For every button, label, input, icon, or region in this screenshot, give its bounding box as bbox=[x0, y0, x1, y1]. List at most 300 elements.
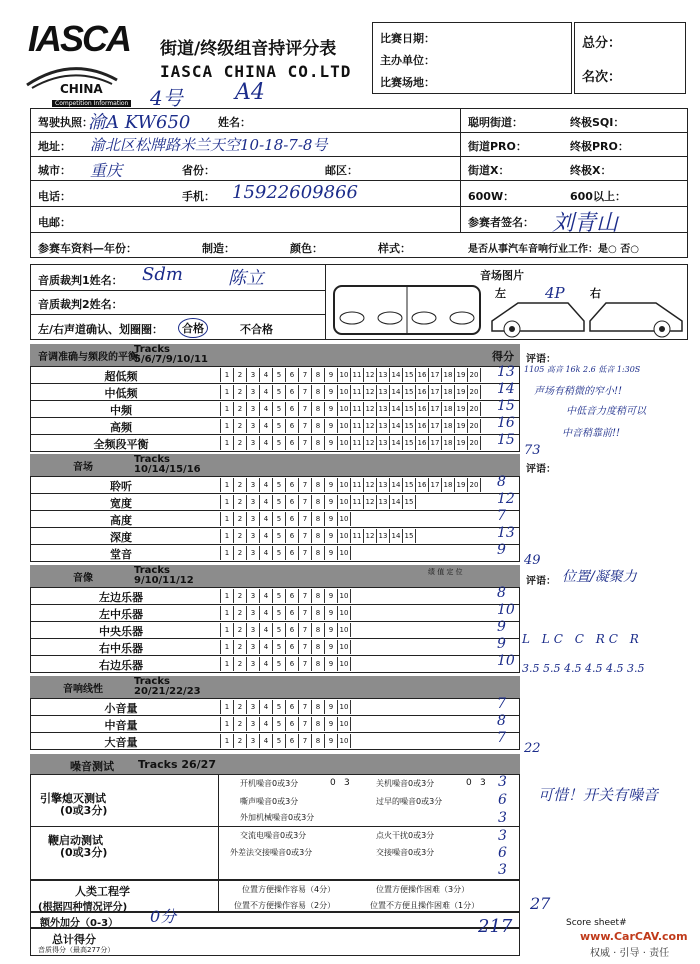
scale-option[interactable]: 1 bbox=[221, 385, 234, 399]
row-label: 超低频 bbox=[104, 370, 138, 383]
scale-option[interactable]: 3 bbox=[247, 436, 260, 450]
scale-option[interactable]: 10 bbox=[338, 640, 351, 654]
score-scale[interactable] bbox=[220, 368, 481, 382]
score-scale[interactable] bbox=[220, 385, 481, 399]
scale-option[interactable]: 8 bbox=[312, 495, 325, 509]
scale-option[interactable]: 10 bbox=[338, 589, 351, 603]
scale-option[interactable]: 2 bbox=[234, 623, 247, 637]
scale-option[interactable]: 9 bbox=[325, 368, 338, 382]
scale-option[interactable]: 2 bbox=[234, 546, 247, 560]
scale-option[interactable]: 1 bbox=[221, 529, 234, 543]
scale-option[interactable]: 6 bbox=[286, 623, 299, 637]
scale-option[interactable]: 16 bbox=[416, 385, 429, 399]
scale-option[interactable]: 14 bbox=[390, 385, 403, 399]
scale-option[interactable]: 10 bbox=[338, 368, 351, 382]
scale-option[interactable]: 19 bbox=[455, 402, 468, 416]
scale-option[interactable]: 12 bbox=[364, 419, 377, 433]
score-scale[interactable] bbox=[220, 546, 351, 560]
scale-option[interactable]: 1 bbox=[221, 734, 234, 748]
scale-option[interactable]: 12 bbox=[364, 436, 377, 450]
scale-option[interactable]: 8 bbox=[312, 385, 325, 399]
scale-option[interactable]: 11 bbox=[351, 419, 364, 433]
score-scale[interactable] bbox=[220, 419, 481, 433]
scale-option[interactable]: 11 bbox=[351, 385, 364, 399]
score-scale[interactable] bbox=[220, 402, 481, 416]
comment-2: 声场有稍微的窄小!! bbox=[534, 386, 623, 397]
scale-option[interactable]: 4 bbox=[260, 478, 273, 492]
scale-option[interactable]: 9 bbox=[325, 606, 338, 620]
scale-option[interactable]: 6 bbox=[286, 717, 299, 731]
scale-option[interactable]: 6 bbox=[286, 606, 299, 620]
scale-option[interactable]: 7 bbox=[299, 478, 312, 492]
scale-option[interactable]: 1 bbox=[221, 717, 234, 731]
scale-option[interactable]: 5 bbox=[273, 436, 286, 450]
scale-option[interactable]: 3 bbox=[247, 657, 260, 671]
scale-option[interactable]: 5 bbox=[273, 700, 286, 714]
scale-option[interactable]: 11 bbox=[351, 402, 364, 416]
scale-option[interactable]: 8 bbox=[312, 623, 325, 637]
scale-option[interactable]: 8 bbox=[312, 717, 325, 731]
scale-option[interactable]: 4 bbox=[260, 529, 273, 543]
scale-option[interactable]: 19 bbox=[455, 419, 468, 433]
scale-option[interactable]: 9 bbox=[325, 734, 338, 748]
noise-opt0-a[interactable]: 0 bbox=[330, 778, 336, 788]
scale-option[interactable]: 5 bbox=[273, 495, 286, 509]
scale-option[interactable]: 13 bbox=[377, 495, 390, 509]
scale-option[interactable]: 5 bbox=[273, 512, 286, 526]
scale-option[interactable]: 6 bbox=[286, 546, 299, 560]
scale-option[interactable]: 16 bbox=[416, 419, 429, 433]
scale-option[interactable]: 5 bbox=[273, 546, 286, 560]
scale-option[interactable]: 5 bbox=[273, 368, 286, 382]
row-score: 15 bbox=[497, 398, 515, 414]
scale-option[interactable]: 3 bbox=[247, 529, 260, 543]
logo-china-text: CHINA bbox=[60, 82, 103, 96]
scale-option[interactable]: 6 bbox=[286, 495, 299, 509]
scale-option[interactable]: 8 bbox=[312, 419, 325, 433]
scale-option[interactable]: 13 bbox=[377, 436, 390, 450]
scale-option[interactable]: 1 bbox=[221, 512, 234, 526]
scale-option[interactable]: 4 bbox=[260, 385, 273, 399]
scale-option[interactable]: 5 bbox=[273, 606, 286, 620]
scale-option[interactable]: 1 bbox=[221, 478, 234, 492]
scale-option[interactable]: 13 bbox=[377, 385, 390, 399]
scale-option[interactable]: 6 bbox=[286, 478, 299, 492]
score-scale[interactable] bbox=[220, 734, 351, 748]
scale-option[interactable]: 4 bbox=[260, 657, 273, 671]
scale-option[interactable]: 3 bbox=[247, 717, 260, 731]
scale-option[interactable]: 2 bbox=[234, 529, 247, 543]
scale-option[interactable]: 8 bbox=[312, 546, 325, 560]
row-label: 中低频 bbox=[104, 387, 138, 400]
scale-option[interactable]: 7 bbox=[299, 402, 312, 416]
scale-option[interactable]: 9 bbox=[325, 546, 338, 560]
scale-option[interactable]: 2 bbox=[234, 512, 247, 526]
scale-option[interactable]: 8 bbox=[312, 402, 325, 416]
scale-option[interactable]: 6 bbox=[286, 529, 299, 543]
row-score: 9 bbox=[497, 636, 506, 652]
judge1-value: Sdm bbox=[142, 264, 183, 285]
scale-option[interactable]: 7 bbox=[299, 623, 312, 637]
scale-option[interactable]: 18 bbox=[442, 368, 455, 382]
scale-option[interactable]: 8 bbox=[312, 478, 325, 492]
scale-option[interactable]: 9 bbox=[325, 419, 338, 433]
scale-option[interactable]: 4 bbox=[260, 495, 273, 509]
scale-option[interactable]: 11 bbox=[351, 368, 364, 382]
scale-option[interactable]: 3 bbox=[247, 478, 260, 492]
scale-option[interactable]: 6 bbox=[286, 368, 299, 382]
scale-option[interactable]: 18 bbox=[442, 436, 455, 450]
scale-option[interactable]: 8 bbox=[312, 512, 325, 526]
scale-option[interactable]: 3 bbox=[247, 700, 260, 714]
scale-option[interactable]: 20 bbox=[468, 385, 481, 399]
scale-option[interactable]: 12 bbox=[364, 368, 377, 382]
scale-option[interactable]: 8 bbox=[312, 700, 325, 714]
section-title: 音响线性 bbox=[63, 684, 103, 695]
scale-option[interactable]: 1 bbox=[221, 623, 234, 637]
row-score: 8 bbox=[497, 474, 506, 490]
scale-option[interactable]: 6 bbox=[286, 640, 299, 654]
pass-option[interactable]: 合格 bbox=[178, 318, 208, 338]
score-scale[interactable] bbox=[220, 657, 351, 671]
scale-option[interactable]: 2 bbox=[234, 717, 247, 731]
scale-option[interactable]: 7 bbox=[299, 640, 312, 654]
scale-option[interactable]: 5 bbox=[273, 623, 286, 637]
scale-option[interactable]: 2 bbox=[234, 589, 247, 603]
scale-option[interactable]: 11 bbox=[351, 436, 364, 450]
scale-option[interactable]: 7 bbox=[299, 529, 312, 543]
scale-option[interactable]: 9 bbox=[325, 623, 338, 637]
scale-option[interactable]: 5 bbox=[273, 640, 286, 654]
scale-option[interactable]: 9 bbox=[325, 529, 338, 543]
scale-option[interactable]: 1 bbox=[221, 419, 234, 433]
scale-option[interactable]: 14 bbox=[390, 368, 403, 382]
watermark-sub: 权威 · 引导 · 责任 bbox=[590, 948, 670, 959]
engine-label: 引擎熄灭测试 bbox=[40, 792, 106, 805]
scale-option[interactable]: 14 bbox=[390, 478, 403, 492]
scale-option[interactable]: 3 bbox=[247, 623, 260, 637]
scale-option[interactable]: 3 bbox=[247, 402, 260, 416]
ergo-sub: (根据四种情况评分) bbox=[38, 902, 128, 913]
scale-option[interactable]: 7 bbox=[299, 385, 312, 399]
scale-option[interactable]: 10 bbox=[338, 402, 351, 416]
scale-option[interactable]: 9 bbox=[325, 700, 338, 714]
scale-option[interactable]: 3 bbox=[247, 368, 260, 382]
scale-option[interactable]: 7 bbox=[299, 419, 312, 433]
scale-option[interactable]: 8 bbox=[312, 436, 325, 450]
phone-label: 电话： bbox=[38, 190, 71, 203]
scale-option[interactable]: 9 bbox=[325, 717, 338, 731]
scale-option[interactable]: 9 bbox=[325, 478, 338, 492]
noise-opt0-b[interactable]: 0 bbox=[466, 778, 472, 788]
scale-option[interactable]: 9 bbox=[325, 512, 338, 526]
scale-option[interactable]: 16 bbox=[416, 478, 429, 492]
scale-option[interactable]: 4 bbox=[260, 623, 273, 637]
scale-option[interactable]: 18 bbox=[442, 419, 455, 433]
scale-option[interactable]: 19 bbox=[455, 436, 468, 450]
scale-option[interactable]: 15 bbox=[403, 478, 416, 492]
score-scale[interactable] bbox=[220, 495, 416, 509]
scale-option[interactable]: 7 bbox=[299, 606, 312, 620]
score-scale[interactable] bbox=[220, 717, 351, 731]
scale-option[interactable]: 19 bbox=[455, 368, 468, 382]
scale-option[interactable]: 1 bbox=[221, 368, 234, 382]
scale-option[interactable]: 15 bbox=[403, 529, 416, 543]
scale-option[interactable]: 4 bbox=[260, 589, 273, 603]
row-score: 12 bbox=[497, 491, 515, 507]
scale-option[interactable]: 8 bbox=[312, 606, 325, 620]
scale-option[interactable]: 4 bbox=[260, 436, 273, 450]
scale-option[interactable]: 2 bbox=[234, 436, 247, 450]
scale-option[interactable]: 20 bbox=[468, 478, 481, 492]
score-scale[interactable] bbox=[220, 529, 416, 543]
score-scale[interactable] bbox=[220, 606, 351, 620]
scale-option[interactable]: 7 bbox=[299, 495, 312, 509]
scale-option[interactable]: 10 bbox=[338, 606, 351, 620]
scale-option[interactable]: 6 bbox=[286, 436, 299, 450]
scale-option[interactable]: 14 bbox=[390, 402, 403, 416]
scale-option[interactable]: 9 bbox=[325, 436, 338, 450]
scale-option[interactable]: 11 bbox=[351, 495, 364, 509]
scale-option[interactable]: 3 bbox=[247, 606, 260, 620]
row-score: 10 bbox=[497, 653, 515, 669]
scale-option[interactable]: 4 bbox=[260, 700, 273, 714]
scale-option[interactable]: 1 bbox=[221, 640, 234, 654]
scale-option[interactable]: 2 bbox=[234, 478, 247, 492]
scale-option[interactable]: 2 bbox=[234, 657, 247, 671]
scale-option[interactable]: 19 bbox=[455, 478, 468, 492]
score-scale[interactable] bbox=[220, 478, 481, 492]
scale-option[interactable]: 13 bbox=[377, 478, 390, 492]
license-label: 驾驶执照： bbox=[38, 116, 93, 129]
scale-option[interactable]: 8 bbox=[312, 657, 325, 671]
scale-option[interactable]: 8 bbox=[312, 368, 325, 382]
scale-option[interactable]: 1 bbox=[221, 402, 234, 416]
scale-option[interactable]: 2 bbox=[234, 700, 247, 714]
score-scale[interactable] bbox=[220, 700, 351, 714]
scale-option[interactable]: 12 bbox=[364, 402, 377, 416]
scale-option[interactable]: 15 bbox=[403, 385, 416, 399]
scale-option[interactable]: 4 bbox=[260, 402, 273, 416]
scale-option[interactable]: 17 bbox=[429, 436, 442, 450]
scale-option[interactable]: 10 bbox=[338, 546, 351, 560]
scale-option[interactable]: 6 bbox=[286, 512, 299, 526]
scale-option[interactable]: 4 bbox=[260, 368, 273, 382]
scale-option[interactable]: 14 bbox=[390, 436, 403, 450]
scale-option[interactable]: 15 bbox=[403, 436, 416, 450]
scale-option[interactable]: 7 bbox=[299, 700, 312, 714]
scale-option[interactable]: 15 bbox=[403, 402, 416, 416]
scale-option[interactable]: 13 bbox=[377, 368, 390, 382]
scale-option[interactable]: 10 bbox=[338, 734, 351, 748]
scale-option[interactable]: 1 bbox=[221, 589, 234, 603]
scale-option[interactable]: 5 bbox=[273, 402, 286, 416]
venue-pic-label: 音场图片 bbox=[480, 269, 524, 282]
total-score-sub: 音质得分（最高277分） bbox=[38, 946, 115, 954]
scale-option[interactable]: 3 bbox=[247, 546, 260, 560]
scale-option[interactable]: 15 bbox=[403, 368, 416, 382]
scale-option[interactable]: 5 bbox=[273, 734, 286, 748]
noise-opt3-b[interactable]: 3 bbox=[480, 778, 486, 788]
scale-option[interactable]: 2 bbox=[234, 385, 247, 399]
section-title: 音场 bbox=[73, 462, 93, 473]
scale-option[interactable]: 2 bbox=[234, 606, 247, 620]
scale-option[interactable]: 4 bbox=[260, 606, 273, 620]
scale-option[interactable]: 20 bbox=[468, 419, 481, 433]
scale-option[interactable]: 18 bbox=[442, 478, 455, 492]
scale-option[interactable]: 10 bbox=[338, 436, 351, 450]
scale-option[interactable]: 5 bbox=[273, 419, 286, 433]
scale-option[interactable]: 14 bbox=[390, 495, 403, 509]
scale-option[interactable]: 9 bbox=[325, 589, 338, 603]
scale-option[interactable]: 3 bbox=[247, 512, 260, 526]
scale-option[interactable]: 17 bbox=[429, 368, 442, 382]
scale-option[interactable]: 12 bbox=[364, 529, 377, 543]
scale-option[interactable]: 18 bbox=[442, 402, 455, 416]
fail-option[interactable]: 不合格 bbox=[240, 323, 273, 336]
scale-option[interactable]: 5 bbox=[273, 717, 286, 731]
scale-option[interactable]: 10 bbox=[338, 495, 351, 509]
scale-option[interactable]: 10 bbox=[338, 657, 351, 671]
scale-option[interactable]: 4 bbox=[260, 734, 273, 748]
scale-option[interactable]: 14 bbox=[390, 419, 403, 433]
scale-option[interactable]: 17 bbox=[429, 385, 442, 399]
scale-option[interactable]: 4 bbox=[260, 546, 273, 560]
scale-option[interactable]: 5 bbox=[273, 589, 286, 603]
scale-option[interactable]: 9 bbox=[325, 402, 338, 416]
scale-option[interactable]: 15 bbox=[403, 495, 416, 509]
scale-option[interactable]: 7 bbox=[299, 657, 312, 671]
scale-option[interactable]: 6 bbox=[286, 385, 299, 399]
scale-option[interactable]: 2 bbox=[234, 419, 247, 433]
scale-option[interactable]: 19 bbox=[455, 385, 468, 399]
scale-option[interactable]: 4 bbox=[260, 512, 273, 526]
noise-score-4: 3 bbox=[498, 828, 507, 844]
scale-option[interactable]: 1 bbox=[221, 606, 234, 620]
scale-option[interactable]: 4 bbox=[260, 419, 273, 433]
scale-option[interactable]: 3 bbox=[247, 734, 260, 748]
scale-option[interactable]: 7 bbox=[299, 368, 312, 382]
scale-option[interactable]: 16 bbox=[416, 436, 429, 450]
scale-option[interactable]: 13 bbox=[377, 419, 390, 433]
scale-option[interactable]: 10 bbox=[338, 385, 351, 399]
scale-option[interactable]: 3 bbox=[247, 640, 260, 654]
scale-option[interactable]: 2 bbox=[234, 640, 247, 654]
judge1-value2: 陈立 bbox=[228, 268, 264, 289]
scale-option[interactable]: 7 bbox=[299, 436, 312, 450]
scale-option[interactable]: 10 bbox=[338, 717, 351, 731]
scale-option[interactable]: 4 bbox=[260, 717, 273, 731]
scale-option[interactable]: 11 bbox=[351, 529, 364, 543]
scale-option[interactable]: 7 bbox=[299, 717, 312, 731]
scale-option[interactable]: 20 bbox=[468, 402, 481, 416]
scale-option[interactable]: 16 bbox=[416, 402, 429, 416]
scale-option[interactable]: 1 bbox=[221, 700, 234, 714]
scale-option[interactable]: 6 bbox=[286, 589, 299, 603]
scale-option[interactable]: 13 bbox=[377, 402, 390, 416]
scale-option[interactable]: 11 bbox=[351, 478, 364, 492]
scale-option[interactable]: 10 bbox=[338, 419, 351, 433]
scale-option[interactable]: 1 bbox=[221, 657, 234, 671]
scale-option[interactable]: 10 bbox=[338, 512, 351, 526]
scale-option[interactable]: 3 bbox=[247, 419, 260, 433]
score-scale[interactable] bbox=[220, 589, 351, 603]
scale-option[interactable]: 2 bbox=[234, 402, 247, 416]
scale-option[interactable]: 1 bbox=[221, 546, 234, 560]
scale-option[interactable]: 6 bbox=[286, 657, 299, 671]
scale-option[interactable]: 2 bbox=[234, 734, 247, 748]
scale-option[interactable]: 6 bbox=[286, 402, 299, 416]
scale-option[interactable]: 2 bbox=[234, 368, 247, 382]
score-scale[interactable] bbox=[220, 512, 351, 526]
scale-option[interactable]: 6 bbox=[286, 700, 299, 714]
scale-option[interactable]: 20 bbox=[468, 368, 481, 382]
scale-option[interactable]: 3 bbox=[247, 385, 260, 399]
scale-option[interactable]: 1 bbox=[221, 495, 234, 509]
scale-option[interactable]: 17 bbox=[429, 478, 442, 492]
scale-option[interactable]: 3 bbox=[247, 589, 260, 603]
scale-option[interactable]: 7 bbox=[299, 512, 312, 526]
scale-option[interactable]: 2 bbox=[234, 495, 247, 509]
scale-option[interactable]: 1 bbox=[221, 436, 234, 450]
scale-option[interactable]: 10 bbox=[338, 623, 351, 637]
scale-option[interactable]: 8 bbox=[312, 640, 325, 654]
scale-option[interactable]: 12 bbox=[364, 495, 377, 509]
right-label: 右 bbox=[590, 287, 601, 300]
row-label: 左边乐器 bbox=[99, 591, 143, 604]
scale-option[interactable]: 13 bbox=[377, 529, 390, 543]
scale-option[interactable]: 16 bbox=[416, 368, 429, 382]
scale-option[interactable]: 10 bbox=[338, 478, 351, 492]
scale-option[interactable]: 12 bbox=[364, 385, 377, 399]
scale-option[interactable]: 9 bbox=[325, 640, 338, 654]
score-scale[interactable] bbox=[220, 640, 351, 654]
scale-option[interactable]: 3 bbox=[247, 495, 260, 509]
scale-option[interactable]: 15 bbox=[403, 419, 416, 433]
scale-option[interactable]: 17 bbox=[429, 402, 442, 416]
scale-option[interactable]: 18 bbox=[442, 385, 455, 399]
score-scale[interactable] bbox=[220, 436, 481, 450]
noise-opt3-a[interactable]: 3 bbox=[344, 778, 350, 788]
scale-option[interactable]: 5 bbox=[273, 529, 286, 543]
row-label: 高度 bbox=[110, 514, 132, 527]
scale-option[interactable]: 5 bbox=[273, 385, 286, 399]
scale-option[interactable]: 9 bbox=[325, 385, 338, 399]
scale-option[interactable]: 14 bbox=[390, 529, 403, 543]
total-score-hand: 217 bbox=[478, 916, 513, 937]
scale-option[interactable]: 10 bbox=[338, 529, 351, 543]
scale-option[interactable]: 8 bbox=[312, 734, 325, 748]
scale-option[interactable]: 6 bbox=[286, 734, 299, 748]
scale-option[interactable]: 5 bbox=[273, 657, 286, 671]
scale-option[interactable]: 5 bbox=[273, 478, 286, 492]
scale-option[interactable]: 8 bbox=[312, 529, 325, 543]
comment-1: 1105 高音 16k 2.6 低音 1:30S bbox=[524, 365, 641, 374]
scale-option[interactable]: 7 bbox=[299, 734, 312, 748]
scale-option[interactable]: 9 bbox=[325, 495, 338, 509]
scale-option[interactable]: 17 bbox=[429, 419, 442, 433]
scale-option[interactable]: 8 bbox=[312, 589, 325, 603]
scale-option[interactable]: 4 bbox=[260, 640, 273, 654]
scale-option[interactable]: 12 bbox=[364, 478, 377, 492]
scale-option[interactable]: 20 bbox=[468, 436, 481, 450]
score-scale[interactable] bbox=[220, 623, 351, 637]
scale-option[interactable]: 9 bbox=[325, 657, 338, 671]
scale-option[interactable]: 10 bbox=[338, 700, 351, 714]
scale-option[interactable]: 7 bbox=[299, 546, 312, 560]
scale-option[interactable]: 7 bbox=[299, 589, 312, 603]
scale-option[interactable]: 6 bbox=[286, 419, 299, 433]
